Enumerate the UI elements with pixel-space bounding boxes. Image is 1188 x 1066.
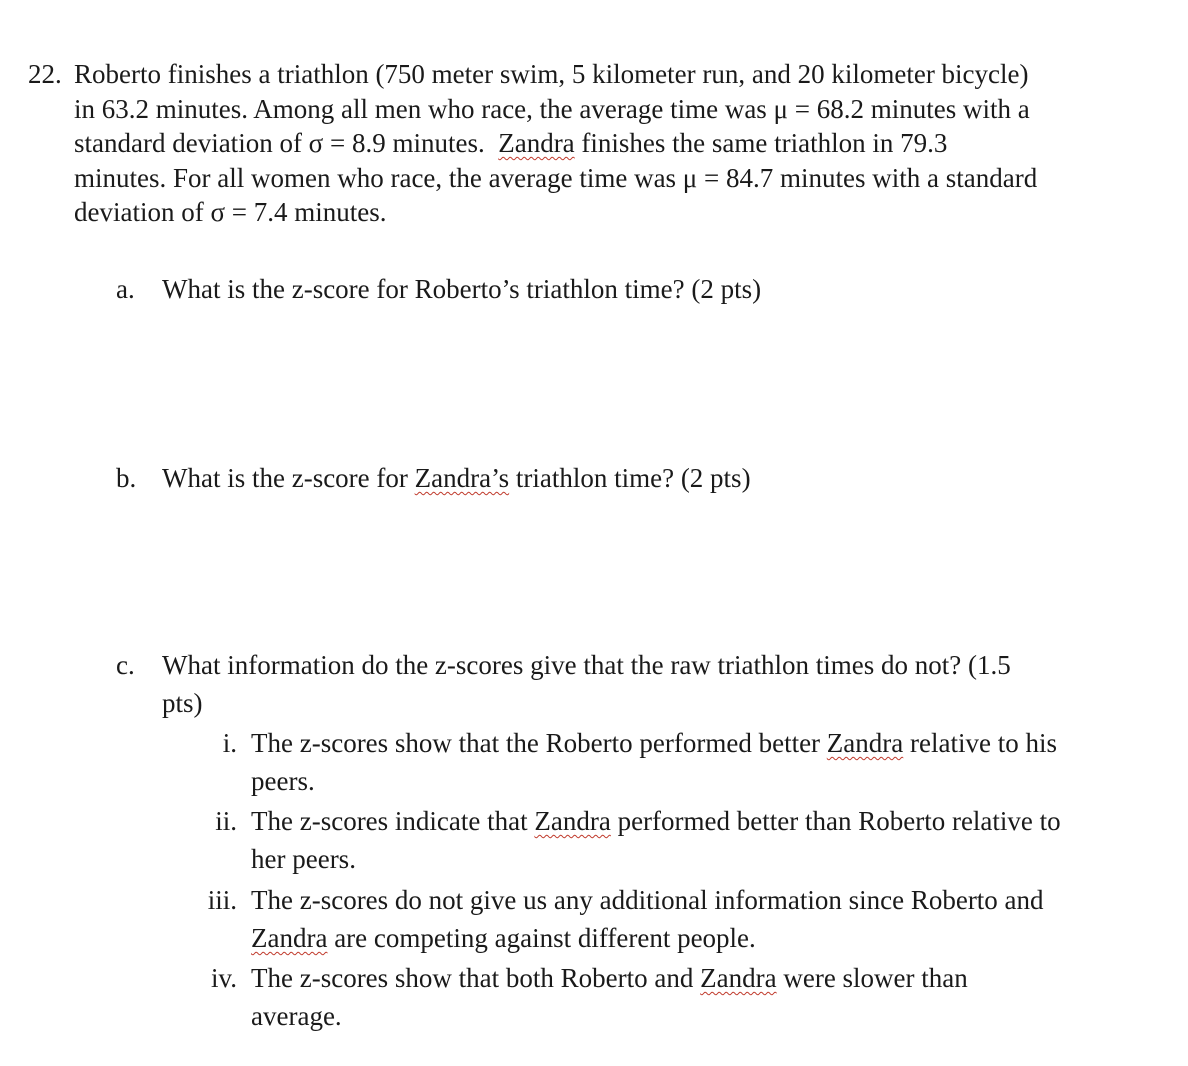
problem-line-3: standard deviation of σ = 8.9 minutes. <box>74 128 485 158</box>
option-iv-zandra-name: Zandra <box>700 963 777 993</box>
option-iv-text-after: were slower than <box>783 963 968 993</box>
problem-zandra-name: Zandra <box>498 128 575 158</box>
question-c-line-1: What information do the z-scores give that the raw triathlon times do not? (1.5 <box>162 650 1011 680</box>
option-iii-marker: iii. <box>207 885 237 915</box>
problem-line-2: in 63.2 minutes. Among all men who race, the average time was μ = 68.2 minutes with a <box>74 93 1030 124</box>
question-b-text-before: What is the z-score for <box>162 463 408 493</box>
question-b <box>116 459 751 497</box>
option-ii-line-2: her peers. <box>251 844 356 874</box>
question-c-label: c. <box>116 650 135 680</box>
problem-line-4: minutes. For all women who race, the average time was μ = 84.7 minutes with a standard <box>74 162 1038 193</box>
option-iv <box>188 959 1148 1035</box>
question-c-line-2: pts) <box>162 688 203 718</box>
option-i-marker: i. <box>222 728 237 758</box>
option-i-line-2: peers. <box>251 766 315 796</box>
problem-number: 22. <box>28 59 62 89</box>
question-c <box>116 646 1011 722</box>
option-i-zandra-name: Zandra <box>826 728 904 758</box>
option-ii-text-after: performed better than Roberto relative to <box>617 806 1061 836</box>
question-b-text-after: triathlon time? (2 pts) <box>515 463 751 493</box>
question-a <box>116 270 761 308</box>
problem-line-1: Roberto finishes a triathlon (750 meter swim, 5 kilometer run, and 20 kilometer bicycle) <box>74 59 1029 89</box>
option-ii-text-before: The z-scores indicate that <box>251 806 528 836</box>
option-ii-marker: ii. <box>215 806 237 836</box>
problem-line-5: deviation of σ = 7.4 minutes. <box>74 197 387 227</box>
question-a-label: a. <box>116 274 135 304</box>
option-iii-text-after: are competing against different people. <box>334 923 756 953</box>
question-b-zandra-name: Zandra’s <box>414 463 510 493</box>
option-iii-line-1: The z-scores do not give us any additional information since Roberto and <box>251 885 1044 915</box>
option-ii <box>188 802 1148 878</box>
option-iv-marker: iv. <box>211 963 237 993</box>
option-i-text-before: The z-scores show that the Roberto performed better <box>251 728 821 758</box>
problem-statement <box>28 57 1158 230</box>
option-i-text-after: relative to his <box>910 728 1057 758</box>
question-a-text: What is the z-score for Roberto’s triathlon time? (2 pts) <box>162 274 762 304</box>
option-iii-zandra-name: Zandra <box>251 923 328 953</box>
option-i <box>188 724 1148 800</box>
option-iii <box>188 881 1148 957</box>
option-iv-line-2: average. <box>251 1001 342 1031</box>
option-ii-zandra-name: Zandra <box>534 806 611 836</box>
problem-line-3-end: finishes the same triathlon in 79.3 <box>581 128 948 158</box>
question-b-label: b. <box>116 463 137 493</box>
option-iv-text-before: The z-scores show that both Roberto and <box>251 963 694 993</box>
